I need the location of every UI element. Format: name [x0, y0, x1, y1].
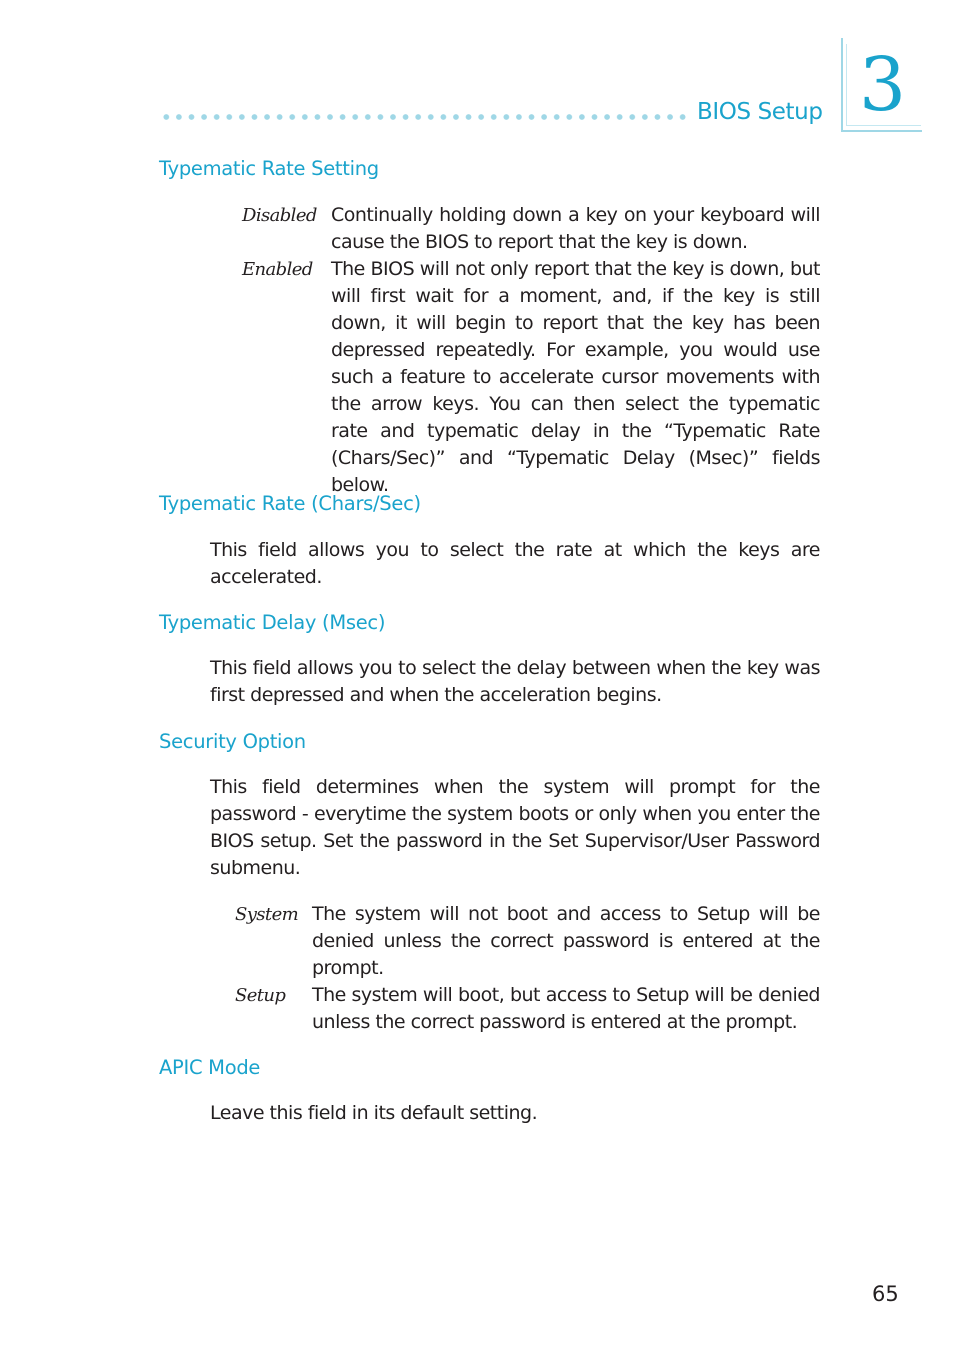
chapter-number: 3	[859, 42, 907, 128]
option-term-enabled: Enabled	[242, 259, 313, 280]
section-body-typematic-rate-chars: This field allows you to select the rate at which the keys are accelerated.	[210, 539, 820, 588]
option-term-setup: Setup	[235, 985, 286, 1006]
section-title-typematic-rate-chars: Typematic Rate (Chars/Sec)	[159, 492, 421, 515]
option-description-disabled: Continually holding down a key on your keyboard will cause the BIOS to report that the key is down.	[331, 204, 820, 253]
section-body-typematic-delay: This field allows you to select the delay between when the key was first depressed and when the acceleration begins.	[210, 657, 820, 706]
header-dotted-rule	[160, 113, 690, 121]
chapter-title: BIOS Setup	[697, 99, 823, 125]
option-description-system: The system will not boot and access to Setup will be denied unless the correct password is entered at the prompt.	[312, 903, 820, 979]
option-description-setup: The system will boot, but access to Setup will be denied unless the correct password is entered at the prompt.	[312, 984, 820, 1033]
page-number: 65	[872, 1282, 899, 1306]
section-title-apic-mode: APIC Mode	[159, 1056, 261, 1079]
section-body-security-option: This field determines when the system will prompt for the password - everytime the system boots or only when you enter the BIOS setup. Set the password in the Set Supervisor/User Password submenu.	[210, 776, 820, 879]
option-description-enabled: The BIOS will not only report that the key is down, but will first wait for a moment, and, if the key is still down, it will begin to report that the key has been depressed repeatedly. For example, you would use such a feature to accelerate cursor movements with the arrow keys. You can then select the typematic rate and typematic delay in the “Typematic Rate (Chars/Sec)” and “Typematic Delay (Msec)” fields below.	[331, 258, 820, 496]
section-title-typematic-rate-setting: Typematic Rate Setting	[159, 157, 379, 180]
section-title-typematic-delay: Typematic Delay (Msec)	[159, 611, 386, 634]
option-term-system: System	[235, 904, 299, 925]
section-body-apic-mode: Leave this field in its default setting.	[210, 1102, 538, 1124]
option-term-disabled: Disabled	[242, 205, 317, 226]
section-title-security-option: Security Option	[159, 730, 306, 753]
